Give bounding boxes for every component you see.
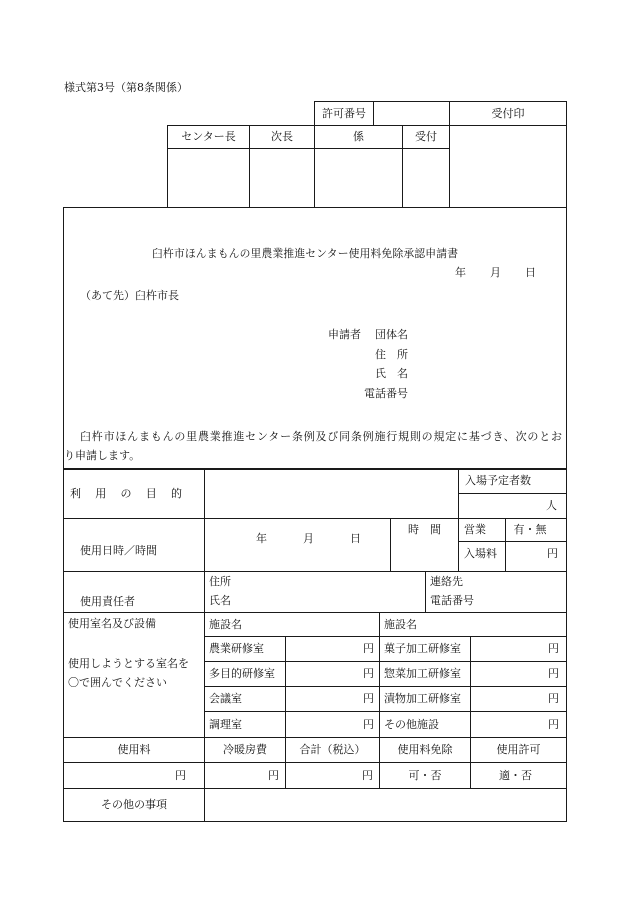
purpose-label-cell — [63, 468, 205, 519]
manager-contact-label: 連絡先 — [430, 575, 463, 588]
facility-name: 農業研修室 — [204, 636, 286, 662]
facility-fee-unit: 円 — [285, 636, 380, 662]
applicant-label: 申請者 — [328, 328, 361, 341]
fee-header-permission: 使用許可 — [470, 737, 567, 763]
facility-fee-unit: 円 — [470, 661, 567, 687]
reception-stamp-label: 受付印 — [449, 101, 567, 126]
usage-date-cell — [204, 518, 391, 572]
application-box — [63, 207, 567, 470]
permit-number-field — [373, 101, 450, 126]
other-matters-field — [204, 788, 567, 822]
expected-visitors-label: 入場予定者数 — [458, 468, 567, 494]
rooms-instruction-line: 〇で囲んでください — [68, 676, 167, 689]
fee-value-total: 円 — [285, 762, 380, 789]
usage-datetime-label: 使用日時／時間 — [63, 518, 205, 572]
facility-name: 菓子加工研修室 — [379, 636, 471, 662]
business-options: 有・無 — [505, 518, 567, 542]
rooms-label-cell — [63, 612, 205, 738]
rooms-label: 使用室名及び設備 — [68, 617, 156, 630]
facility-fee-unit: 円 — [285, 661, 380, 687]
facility-name: 調理室 — [204, 711, 286, 738]
statement-line: 臼杵市ほんまもんの里農業推進センター条例及び同条例施行規則の規定に基づき、次のとお — [80, 430, 562, 443]
approval-seal-center-director — [167, 148, 250, 208]
addressee: （あて先）臼杵市長 — [80, 289, 179, 302]
form-number: 様式第3号（第8条関係） — [64, 81, 188, 94]
facility-fee-unit: 円 — [470, 636, 567, 662]
purpose-label: 利 用 の 目 的 — [70, 486, 182, 500]
reception-stamp-area — [449, 125, 567, 208]
facility-name: その他施設 — [379, 711, 471, 738]
manager-name-label: 氏名 — [209, 594, 231, 607]
fee-header-heating-cooling: 冷暖房費 — [204, 737, 286, 763]
approval-seal-staff — [314, 148, 403, 208]
business-label: 営業 — [458, 518, 506, 542]
applicant-name-label: 氏 名 — [375, 367, 408, 380]
manager-address-label: 住所 — [209, 575, 231, 588]
fee-value-usage-fee: 円 — [63, 762, 205, 789]
approval-seal-reception — [402, 148, 450, 208]
fee-header-usage-fee: 使用料 — [63, 737, 205, 763]
manager-phone-label: 電話番号 — [430, 594, 474, 607]
admission-fee-label: 入場料 — [458, 541, 506, 572]
permit-number-label: 許可番号 — [314, 101, 374, 126]
facility-fee-unit: 円 — [470, 711, 567, 738]
facility-fee-unit: 円 — [285, 711, 380, 738]
fee-header-exemption: 使用料免除 — [379, 737, 471, 763]
rooms-instruction-line: 使用しようとする室名を — [68, 657, 189, 670]
facility-name: 多目的研修室 — [204, 661, 286, 687]
purpose-field — [204, 468, 459, 519]
other-matters-label: その他の事項 — [63, 788, 205, 822]
applicant-phone-label: 電話番号 — [364, 387, 408, 400]
approval-header-reception: 受付 — [402, 125, 450, 149]
facility-name: 惣菜加工研修室 — [379, 661, 471, 687]
approval-header-staff: 係 — [314, 125, 403, 149]
application-date: 年 月 日 — [455, 266, 536, 279]
admission-fee-unit: 円 — [505, 541, 567, 572]
facility-name: 漬物加工研修室 — [379, 686, 471, 712]
usage-time-label: 時 間 — [390, 518, 459, 572]
applicant-organization-label: 団体名 — [375, 328, 408, 341]
applicant-address-label: 住 所 — [375, 348, 408, 361]
manager-contact-cell — [425, 571, 567, 613]
approval-header-deputy: 次長 — [249, 125, 315, 149]
expected-visitors-unit: 人 — [458, 493, 567, 519]
approval-seal-deputy — [249, 148, 315, 208]
fee-value-permission: 適・否 — [470, 762, 567, 789]
facility-fee-unit: 円 — [470, 686, 567, 712]
manager-label: 使用責任者 — [63, 571, 205, 613]
facility-name: 会議室 — [204, 686, 286, 712]
facility-fee-unit: 円 — [285, 686, 380, 712]
approval-header-center-director: センター長 — [167, 125, 250, 149]
statement-line: り申請します。 — [64, 449, 141, 462]
fee-header-total: 合計（税込） — [285, 737, 380, 763]
facility-header-right: 施設名 — [379, 612, 567, 637]
document-title: 臼杵市ほんまもんの里農業推進センター使用料免除承認申請書 — [152, 247, 458, 260]
manager-info-cell — [204, 571, 426, 613]
usage-date: 年 月 日 — [256, 532, 361, 545]
rooms-instruction — [68, 654, 204, 692]
facility-header-left: 施設名 — [204, 612, 380, 637]
fee-value-heating-cooling: 円 — [204, 762, 286, 789]
fee-value-exemption: 可・否 — [379, 762, 471, 789]
